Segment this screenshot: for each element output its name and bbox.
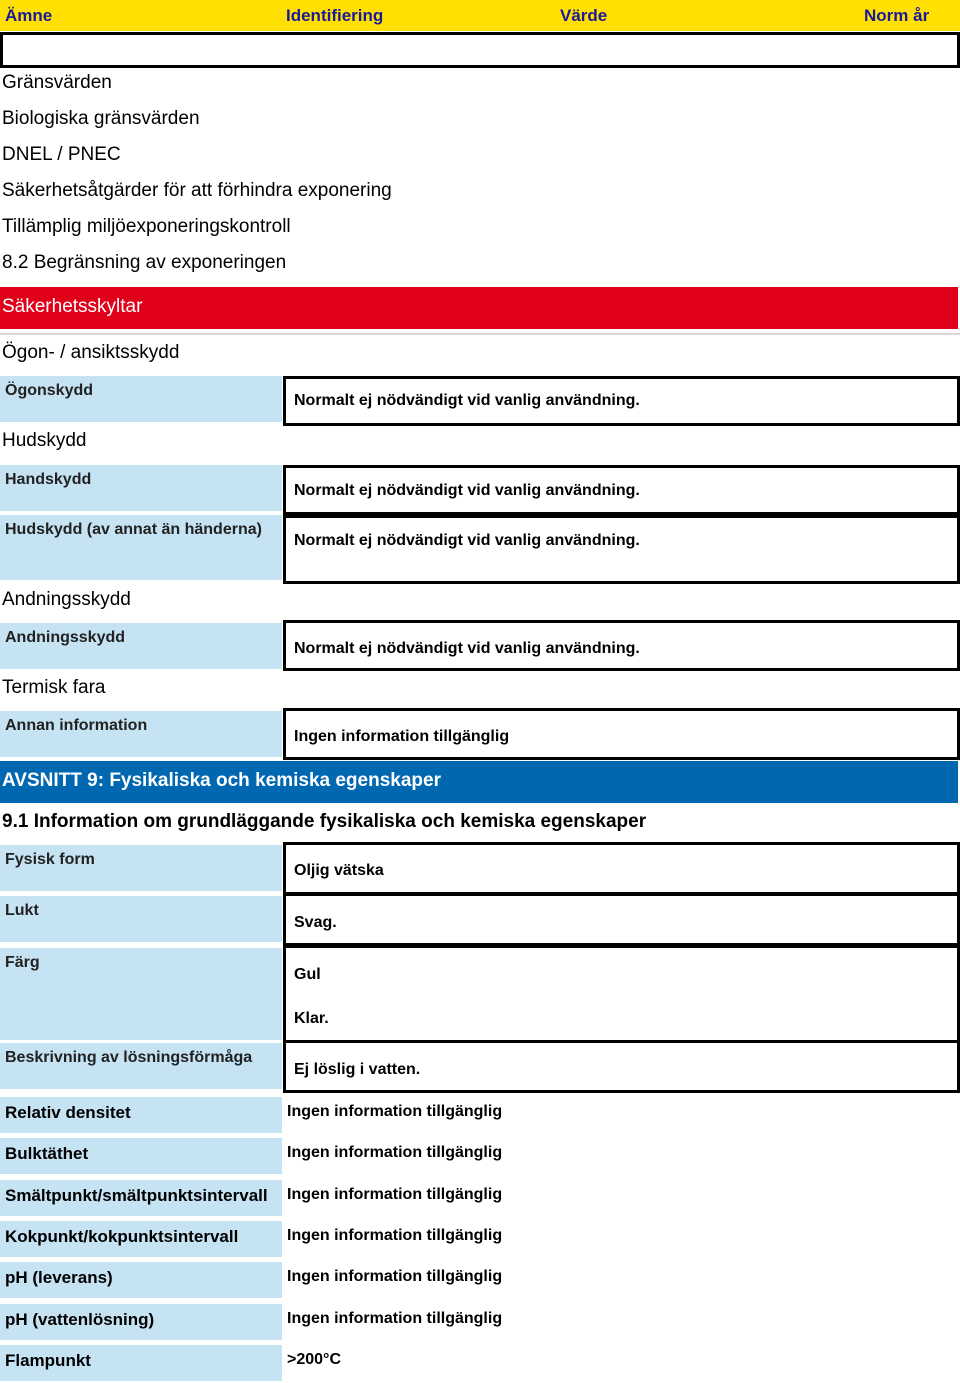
value-box-losningsformaga xyxy=(283,1040,960,1093)
value-lukt: Svag. xyxy=(294,914,337,931)
empty-value-box xyxy=(0,32,960,68)
label-relativ-densitet: Relativ densitet xyxy=(0,1097,282,1133)
section-title-sakerhetsskyltar: Säkerhetsskyltar xyxy=(2,296,143,317)
value-box-andningsskydd xyxy=(283,620,960,671)
value-kokpunkt: Ingen information tillgänglig xyxy=(287,1227,503,1244)
value-smaltpunkt: Ingen information tillgänglig xyxy=(287,1186,503,1203)
label-fysisk-form: Fysisk form xyxy=(0,845,282,891)
label-losningsformaga: Beskrivning av lösningsförmåga xyxy=(0,1043,282,1089)
value-box-ogonskydd xyxy=(283,376,960,426)
value-losningsformaga: Ej löslig i vatten. xyxy=(294,1061,421,1078)
label-ph-vattenlosning: pH (vattenlösning) xyxy=(0,1304,282,1340)
value-annan-information: Ingen information tillgänglig xyxy=(294,728,510,745)
heading-hudskydd: Hudskydd xyxy=(2,430,87,451)
column-header-amne: Ämne xyxy=(5,6,53,25)
value-box-hudskydd-ovrigt xyxy=(283,515,960,584)
value-farg: Gul xyxy=(294,966,321,983)
label-handskydd: Handskydd xyxy=(0,465,282,511)
heading-termisk-fara: Termisk fara xyxy=(2,677,106,698)
value-fysisk-form: Oljig vätska xyxy=(294,862,384,879)
label-bulktathet: Bulktäthet xyxy=(0,1138,282,1174)
heading-dnel-pnec: DNEL / PNEC xyxy=(2,144,121,165)
section-bar-sakerhetsskyltar xyxy=(0,287,958,329)
column-header-row xyxy=(0,0,960,31)
heading-andningsskydd: Andningsskydd xyxy=(2,589,131,610)
heading-information-9-1: 9.1 Information om grundläggande fysikaliska och kemiska egenskaper xyxy=(2,811,647,832)
label-kokpunkt: Kokpunkt/kokpunktsintervall xyxy=(0,1221,282,1257)
divider xyxy=(0,333,960,335)
value-box-farg xyxy=(283,945,960,1040)
value-flampunkt: >200°C xyxy=(287,1351,341,1368)
heading-sakerhetsatgarder: Säkerhetsåtgärder för att förhindra exponering xyxy=(2,180,392,201)
value-ph-leverans: Ingen information tillgänglig xyxy=(287,1268,503,1285)
value-box-handskydd xyxy=(283,465,960,515)
value-box-lukt xyxy=(283,893,960,946)
value-ph-vattenlosning: Ingen information tillgänglig xyxy=(287,1310,503,1327)
label-ogonskydd: Ögonskydd xyxy=(0,376,282,422)
label-lukt: Lukt xyxy=(0,896,282,942)
column-header-identifiering: Identifiering xyxy=(286,6,384,25)
value-relativ-densitet: Ingen information tillgänglig xyxy=(287,1103,503,1120)
value-handskydd: Normalt ej nödvändigt vid vanlig användning. xyxy=(294,482,640,499)
label-annan-information: Annan information xyxy=(0,711,282,757)
section-bar-avsnitt-9 xyxy=(0,761,958,803)
heading-begransning: 8.2 Begränsning av exponeringen xyxy=(2,252,287,273)
label-smaltpunkt: Smältpunkt/smältpunktsintervall xyxy=(0,1180,282,1216)
label-hudskydd-ovrigt: Hudskydd (av annat än händerna) xyxy=(0,515,282,580)
value-ogonskydd: Normalt ej nödvändigt vid vanlig användning. xyxy=(294,392,640,409)
heading-gransvarden: Gränsvärden xyxy=(2,72,112,93)
label-farg: Färg xyxy=(0,948,282,1040)
heading-biologiska-gransvarden: Biologiska gränsvärden xyxy=(2,108,200,129)
label-ph-leverans: pH (leverans) xyxy=(0,1262,282,1298)
heading-miljoexponeringskontroll: Tillämplig miljöexponeringskontroll xyxy=(2,216,291,237)
column-header-norm-ar: Norm år xyxy=(864,6,930,25)
heading-ogon-ansiktsskydd: Ögon- / ansiktsskydd xyxy=(2,342,180,363)
value-bulktathet: Ingen information tillgänglig xyxy=(287,1144,503,1161)
value-farg-klarhet: Klar. xyxy=(294,1010,329,1027)
value-andningsskydd: Normalt ej nödvändigt vid vanlig användning. xyxy=(294,640,640,657)
value-hudskydd-ovrigt: Normalt ej nödvändigt vid vanlig användning. xyxy=(294,532,640,549)
section-title-avsnitt-9: AVSNITT 9: Fysikaliska och kemiska egenskaper xyxy=(2,770,441,791)
label-andningsskydd: Andningsskydd xyxy=(0,623,282,669)
value-box-fysisk-form xyxy=(283,842,960,895)
label-flampunkt: Flampunkt xyxy=(0,1345,282,1381)
column-header-varde: Värde xyxy=(560,6,608,25)
value-box-annan-information xyxy=(283,708,960,760)
